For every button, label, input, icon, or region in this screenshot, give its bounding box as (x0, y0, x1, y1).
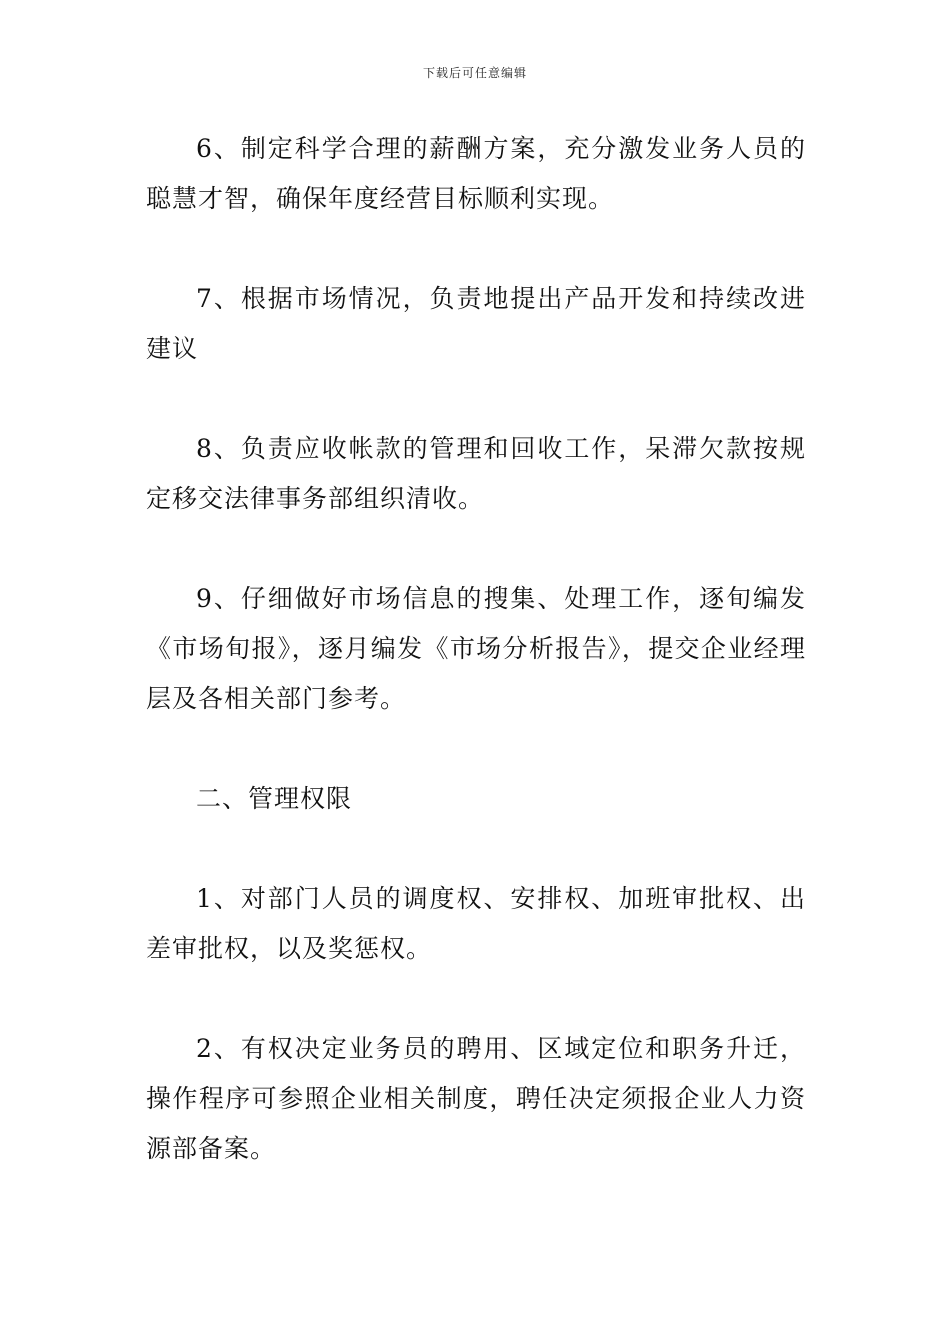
page-header-note: 下载后可任意编辑 (422, 66, 527, 80)
paragraph-gap (146, 724, 806, 774)
paragraph-item-8: 8、负责应收帐款的管理和回收工作，呆滞欠款按规定移交法律事务部组织清收。 (146, 434, 806, 513)
paragraph-gap (146, 824, 806, 874)
paragraph-gap (146, 974, 806, 1024)
paragraph-item-6: 6、制定科学合理的薪酬方案，充分激发业务人员的聪慧才智，确保年度经营目标顺利实现。 (146, 134, 806, 213)
paragraph-gap (146, 374, 806, 424)
document-body (146, 124, 806, 1174)
authority-item-1: 1、对部门人员的调度权、安排权、加班审批权、出差审批权，以及奖惩权。 (146, 884, 806, 963)
paragraph-gap (146, 224, 806, 274)
paragraph-item-9: 9、仔细做好市场信息的搜集、处理工作，逐旬编发《市场旬报》，逐月编发《市场分析报告》，提交企业经理层及各相关部门参考。 (146, 584, 806, 713)
section-heading-management-authority: 二、管理权限 (196, 784, 353, 813)
paragraph-gap (146, 524, 806, 574)
authority-item-2: 2、有权决定业务员的聘用、区域定位和职务升迁，操作程序可参照企业相关制度，聘任决定须报企业人力资源部备案。 (146, 1034, 806, 1163)
paragraph-item-7: 7、根据市场情况，负责地提出产品开发和持续改进建议 (146, 284, 806, 363)
